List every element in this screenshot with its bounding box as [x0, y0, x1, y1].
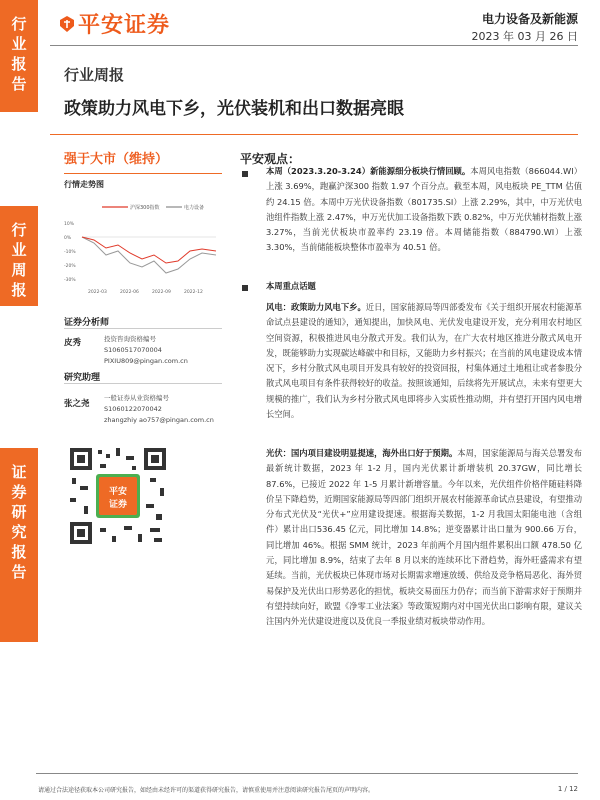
legend-power: 电力设备	[184, 205, 205, 211]
analyst-email[interactable]: PIXIU809@pingan.com.cn	[104, 357, 188, 365]
paragraph-body: 本周风电指数（866044.WI）上涨 3.69%，跑赢沪深300 指数 1.97 个百分点。截至本周，风电板块 PE_TTM 估值约 24.15 倍。本周中万光伏设备指数（801735.SI）上涨 2.29%，其中，中万光伏电池组件指数上涨 2.47%，申万光伏加工设备指数下跌 0.82%，中万光伏辅材指数上涨 3.27%，当前光伏板块市盈率约 23.19 倍。本周储能指数（884790.WI）上涨 3.30%，当前储能板块整体市盈率为 40.51 倍。	[266, 166, 582, 253]
sidebar-char: 研	[11, 503, 27, 521]
y-tick: -30%	[64, 278, 76, 283]
report-date: 2023 年 03 月 26 日	[471, 30, 578, 43]
brand-name: 平安证券	[78, 13, 171, 38]
qr-label-top: 平安	[108, 487, 128, 497]
sidebar-char: 券	[11, 483, 27, 501]
assistant-email[interactable]: zhangzhiy ao757@pingan.com.cn	[104, 416, 214, 424]
assistant-name: 张之尧	[64, 399, 90, 409]
research-assistant-title: 研究助理	[64, 373, 101, 383]
paragraph-solar	[266, 446, 582, 630]
sidebar-label-research	[0, 448, 38, 642]
paragraph-lead: 风电：政策助力风电下乡。	[266, 302, 366, 312]
research-divider	[64, 383, 222, 384]
rating-divider	[64, 173, 222, 174]
assistant-info	[104, 393, 214, 426]
y-tick: 10%	[64, 222, 75, 227]
series-power-equipment	[82, 237, 216, 273]
sidebar-char: 告	[11, 563, 27, 581]
qr-code-icon	[66, 444, 170, 548]
x-tick: 2022-06	[120, 290, 139, 295]
logo-mark-icon	[60, 16, 74, 32]
sidebar-char: 报	[11, 55, 27, 73]
assistant-cert-label: 一般证券从业资格编号	[104, 394, 169, 402]
title-divider	[50, 134, 578, 135]
trend-chart-title: 行情走势图	[64, 180, 104, 189]
sidebar-char: 行	[11, 15, 27, 33]
sidebar-char: 报	[11, 281, 27, 299]
sidebar-char: 告	[11, 75, 27, 93]
legend-hs300: 沪深300指数	[130, 205, 160, 211]
x-tick: 2022-12	[184, 290, 203, 295]
brand-logo	[60, 8, 170, 39]
y-tick: -20%	[64, 264, 76, 269]
paragraph-body: 近日，国家能源局等四部委发布《关于组织开展农村能源革命试点县建设的通知》，通知提出，加快风电、光伏发电建设开发，充分利用农村地区空间资源，积极推进风电分散式开发。我们认为，在广大农村地区推进分散式风电开发，既能够助力实现碳达峰碳中和目标，又能助力乡村振兴；在当前的风电建设成本情况下，乡村分散式风电项目开发具有较好的投资回报，村集体通过土地租让或者参股分散式风电项目有条件获得较好的收益。按照该通知，后续将先开展试点，未来有望更大规模的推广，我们认为乡村分散式风电即将步入实质性推动期，并有望打开国内风电增长空间。	[266, 302, 582, 420]
y-tick: 0%	[64, 236, 72, 241]
paragraph-body: 本周，国家能源局与海关总署发布最新统计数据，2023 年 1-2 月，国内光伏累计新增装机 20.37GW，同比增长 87.6%，已接近 2022 年 1-5 月累计新增容量。今年以来，光伏组件价格伴随硅料降价呈下降趋势，近期国家能源局等四部门组织开展农村能源革命试点县建设，有望推动分布式光伏及“光伏+”应用建设提速。根据海关数据，1-2 月我国太阳能电池（含组件）累计出口536.45 亿元，同比增加 14.8%；逆变器累计出口量为 900.66 万台，同比增加 46%。根据 SMM 统计，2023 年前两个月国内组件累积出口额 478.50 亿元，同比增加 8.9%，结束了去年 8 月以来的连续环比下滑趋势，海外旺盛需求有望延续。当前，光伏板块已体现市场对长期需求增速放缓、供给及竞争格局恶化、海外贸易保护及光伏出口形势恶化的担忧，板块交易面压力仍存；而当前下游需求好于预期并有望持续向好，欧盟《净零工业法案》等政策短期内对中国光伏出口影响有限，建议关注国内外光伏建设进度以及优良一季报业绩对板块带动作用。	[266, 448, 582, 627]
footer-divider	[36, 773, 578, 774]
report-title: 政策助力风电下乡，光伏装机和出口数据亮眼	[64, 99, 404, 119]
paragraph-wind	[266, 300, 582, 422]
series-hs300	[82, 237, 216, 263]
sector-label: 电力设备及新能源	[481, 12, 578, 26]
paragraph-lead: 光伏：国内项目建设明显提速，海外出口好于预期。	[266, 448, 458, 458]
sidebar-char: 周	[11, 261, 27, 279]
bullet-icon	[242, 171, 248, 177]
sidebar-label-weekly	[0, 206, 38, 306]
sidebar-char: 报	[11, 543, 27, 561]
analyst-name: 皮秀	[64, 338, 82, 348]
paragraph-weekly-review	[266, 164, 582, 256]
sidebar-char: 业	[11, 35, 27, 53]
sidebar-char: 行	[11, 221, 27, 239]
analyst-info	[104, 334, 188, 367]
x-tick: 2022-03	[88, 290, 107, 295]
paragraph-lead: 本周（2023.3.20-3.24）新能源细分板块行情回顾。	[266, 166, 471, 176]
footer-disclaimer: 请通过合法途径获取本公司研究报告，如经由未经许可的渠道获得研究报告，请慎重使用并注意阅读研究报告尾页的声明内容。	[38, 787, 375, 794]
header-divider	[50, 45, 578, 46]
viewpoint-title: 平安观点：	[240, 152, 301, 166]
sidebar-char: 业	[11, 241, 27, 259]
sidebar-char: 证	[11, 463, 27, 481]
qr-label-bottom: 证券	[108, 500, 128, 510]
sidebar-char: 究	[11, 523, 27, 541]
section-heading: 本周重点话题	[266, 281, 316, 291]
y-tick: -10%	[64, 250, 76, 255]
sidebar-label-industry-report	[0, 0, 38, 112]
analyst-cert-number: S1060517070004	[104, 346, 162, 354]
left-column	[64, 140, 222, 307]
page-number: 1 / 12	[557, 785, 578, 793]
report-type: 行业周报	[64, 66, 125, 84]
assistant-cert-number: S1060122070042	[104, 405, 162, 413]
analyst-divider	[64, 328, 222, 329]
analyst-section-title: 证券分析师	[64, 318, 110, 328]
analyst-cert-label: 投资咨询资格编号	[104, 335, 156, 343]
trend-chart	[64, 193, 222, 303]
x-tick: 2022-09	[152, 290, 171, 295]
bullet-icon	[242, 285, 248, 291]
rating-label: 强于大市（维持）	[64, 152, 169, 167]
